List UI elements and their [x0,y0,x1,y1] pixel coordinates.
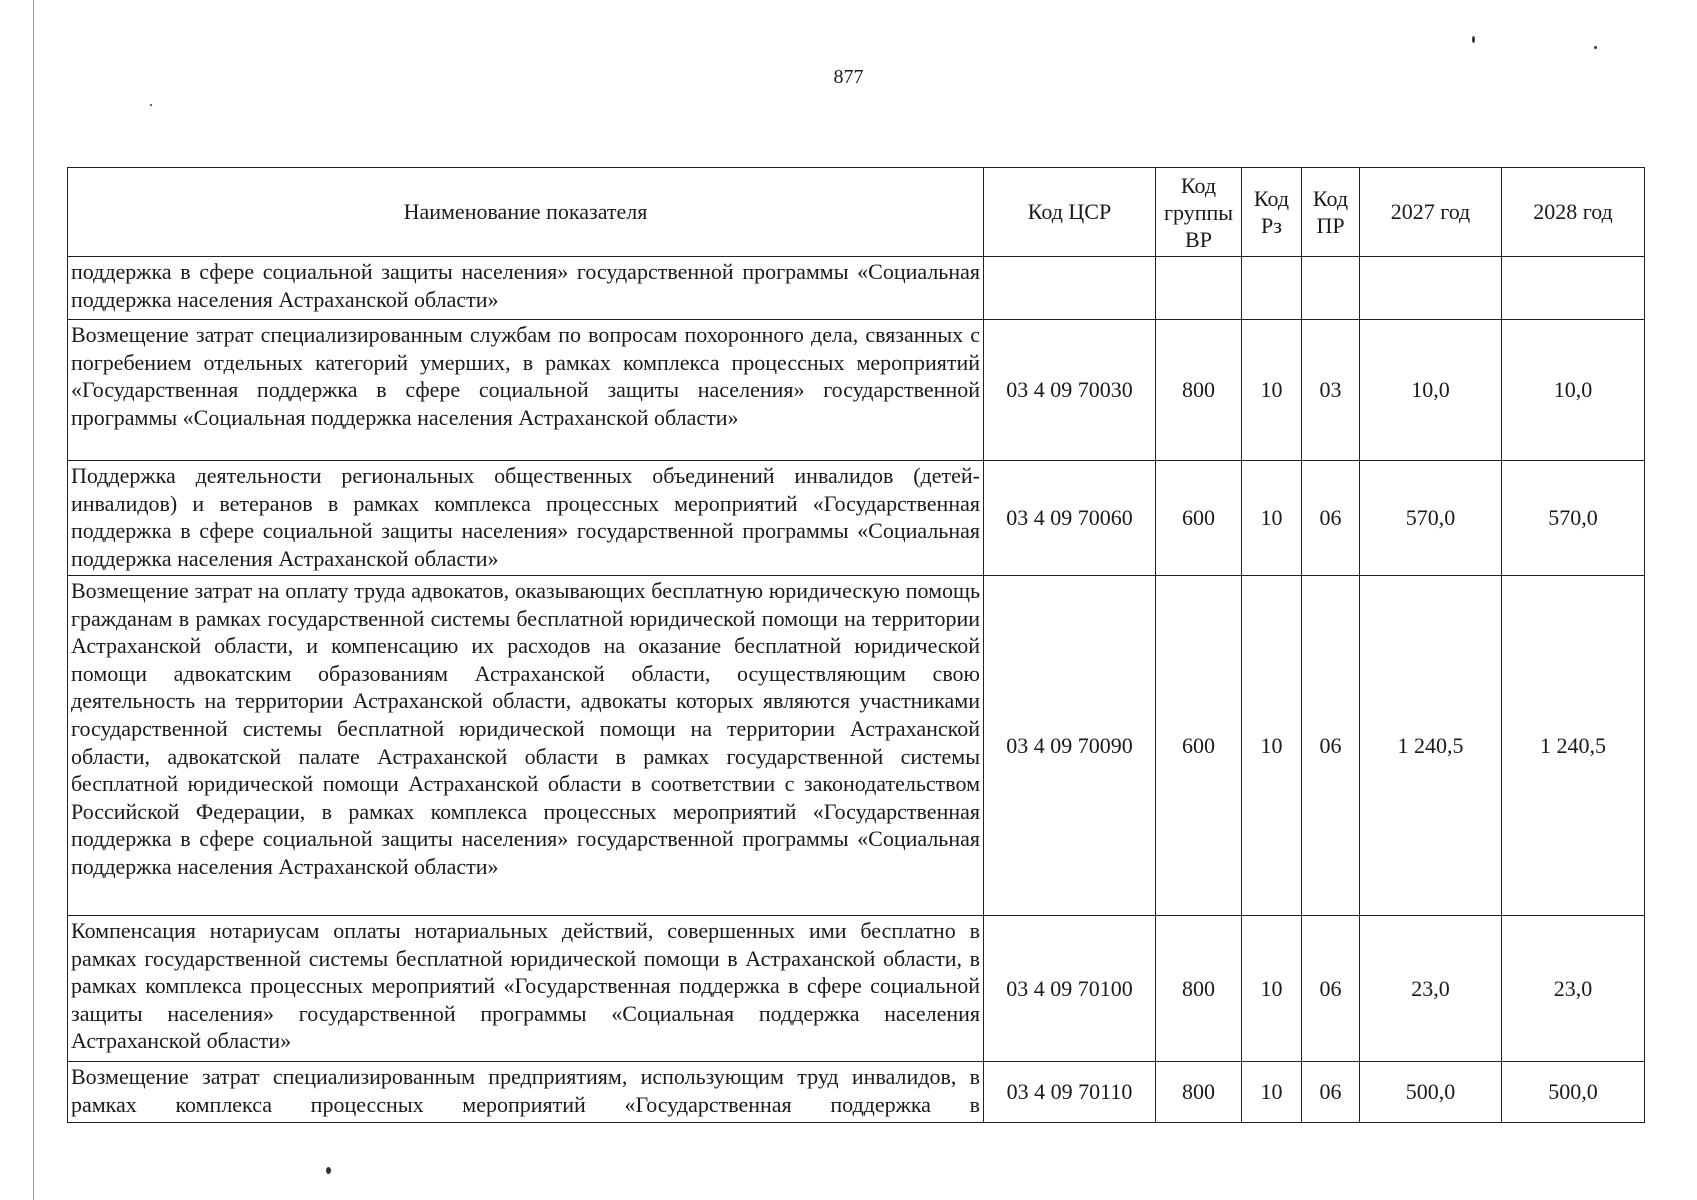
row-2028-cell: 1 240,5 [1502,576,1645,916]
header-vr-code: Код группы ВР [1156,168,1242,257]
scan-speck [1472,36,1475,43]
row-rz-cell: 10 [1242,1062,1302,1123]
header-csr-code: Код ЦСР [984,168,1156,257]
row-name-cell: Возмещение затрат специализированным предприятиям, использующим труд инвалидов, в рамках комплекса процессных мероприятий «Государственная поддержка в [68,1062,984,1123]
row-2028-cell: 570,0 [1502,461,1645,576]
row-csr-cell: 03 4 09 70110 [984,1062,1156,1123]
row-pr-cell: 06 [1302,916,1360,1062]
header-2027: 2027 год [1360,168,1502,257]
row-pr-cell: 03 [1302,320,1360,461]
row-name-cell: поддержка в сфере социальной защиты населения» государственной программы «Социальная поддержка населения Астраханской области» [68,257,984,320]
row-rz-cell: 10 [1242,461,1302,576]
row-pr-cell [1302,257,1360,320]
row-name-cell: Поддержка деятельности региональных общественных объединений инвалидов (детей-инвалидов) и ветеранов в рамках комплекса процессных мероприятий «Государственная поддержка в сфере социальной защиты населения» государственной программы «Социальная поддержка населения Астраханской области» [68,461,984,576]
row-csr-cell [984,257,1156,320]
row-name-cell: Возмещение затрат специализированным службам по вопросам похоронного дела, связанных с погребением отдельных категорий умерших, в рамках комплекса процессных мероприятий «Государственная поддержка в сфере социальной защиты населения» государственной программы «Социальная поддержка населения Астраханской области» [68,320,984,461]
table-row [68,320,1645,461]
header-name: Наименование показателя [68,168,984,257]
budget-table [67,167,1645,1123]
table-row [68,916,1645,1062]
table-row [68,257,1645,320]
row-name-cell: Компенсация нотариусам оплаты нотариальных действий, совершенных ими бесплатно в рамках государственной системы бесплатной юридической помощи в Астраханской области, в рамках комплекса процессных мероприятий «Государственная поддержка в сфере социальной защиты населения» государственной программы «Социальная поддержка населения Астраханской области» [68,916,984,1062]
table-row [68,1062,1645,1123]
row-2027-cell: 570,0 [1360,461,1502,576]
row-2028-cell [1502,257,1645,320]
scan-speck [150,104,152,106]
row-2027-cell: 500,0 [1360,1062,1502,1123]
row-vr-cell: 800 [1156,1062,1242,1123]
row-2027-cell [1360,257,1502,320]
row-pr-cell: 06 [1302,461,1360,576]
row-2028-cell: 10,0 [1502,320,1645,461]
row-vr-cell: 800 [1156,320,1242,461]
row-name-cell: Возмещение затрат на оплату труда адвокатов, оказывающих бесплатную юридическую помощь гражданам в рамках государственной системы бесплатной юридической помощи на территории Астраханской области, и компенсацию их расходов на оказание бесплатной юридической помощи адвокатским образованиям Астраханской области, осуществляющим свою деятельность на территории Астраханской области, адвокаты которых являются участниками государственной системы бесплатной юридической помощи на территории Астраханской области, адвокатской палате Астраханской области в рамках государственной системы бесплатной юридической помощи Астраханской области в соответствии с законодательством Российской Федерации, в рамках комплекса процессных мероприятий «Государственная поддержка в сфере социальной защиты населения» государственной программы «Социальная поддержка населения Астраханской области» [68,576,984,916]
row-2027-cell: 10,0 [1360,320,1502,461]
row-csr-cell: 03 4 09 70100 [984,916,1156,1062]
table-header-row [68,168,1645,257]
row-vr-cell: 600 [1156,576,1242,916]
row-vr-cell [1156,257,1242,320]
row-2028-cell: 23,0 [1502,916,1645,1062]
row-2028-cell: 500,0 [1502,1062,1645,1123]
row-rz-cell: 10 [1242,576,1302,916]
table-row [68,461,1645,576]
table-row [68,576,1645,916]
row-vr-cell: 600 [1156,461,1242,576]
row-vr-cell: 800 [1156,916,1242,1062]
scan-speck [326,1167,331,1174]
row-csr-cell: 03 4 09 70060 [984,461,1156,576]
header-pr-code: Код ПР [1302,168,1360,257]
row-csr-cell: 03 4 09 70090 [984,576,1156,916]
row-rz-cell [1242,257,1302,320]
page-edge-line [33,0,34,1200]
header-rz-code: Код Рз [1242,168,1302,257]
row-2027-cell: 23,0 [1360,916,1502,1062]
row-rz-cell: 10 [1242,916,1302,1062]
row-rz-cell: 10 [1242,320,1302,461]
row-2027-cell: 1 240,5 [1360,576,1502,916]
row-pr-cell: 06 [1302,576,1360,916]
row-pr-cell: 06 [1302,1062,1360,1123]
row-csr-cell: 03 4 09 70030 [984,320,1156,461]
page-number: 877 [833,66,864,88]
scan-speck [1594,46,1597,49]
header-2028: 2028 год [1502,168,1645,257]
